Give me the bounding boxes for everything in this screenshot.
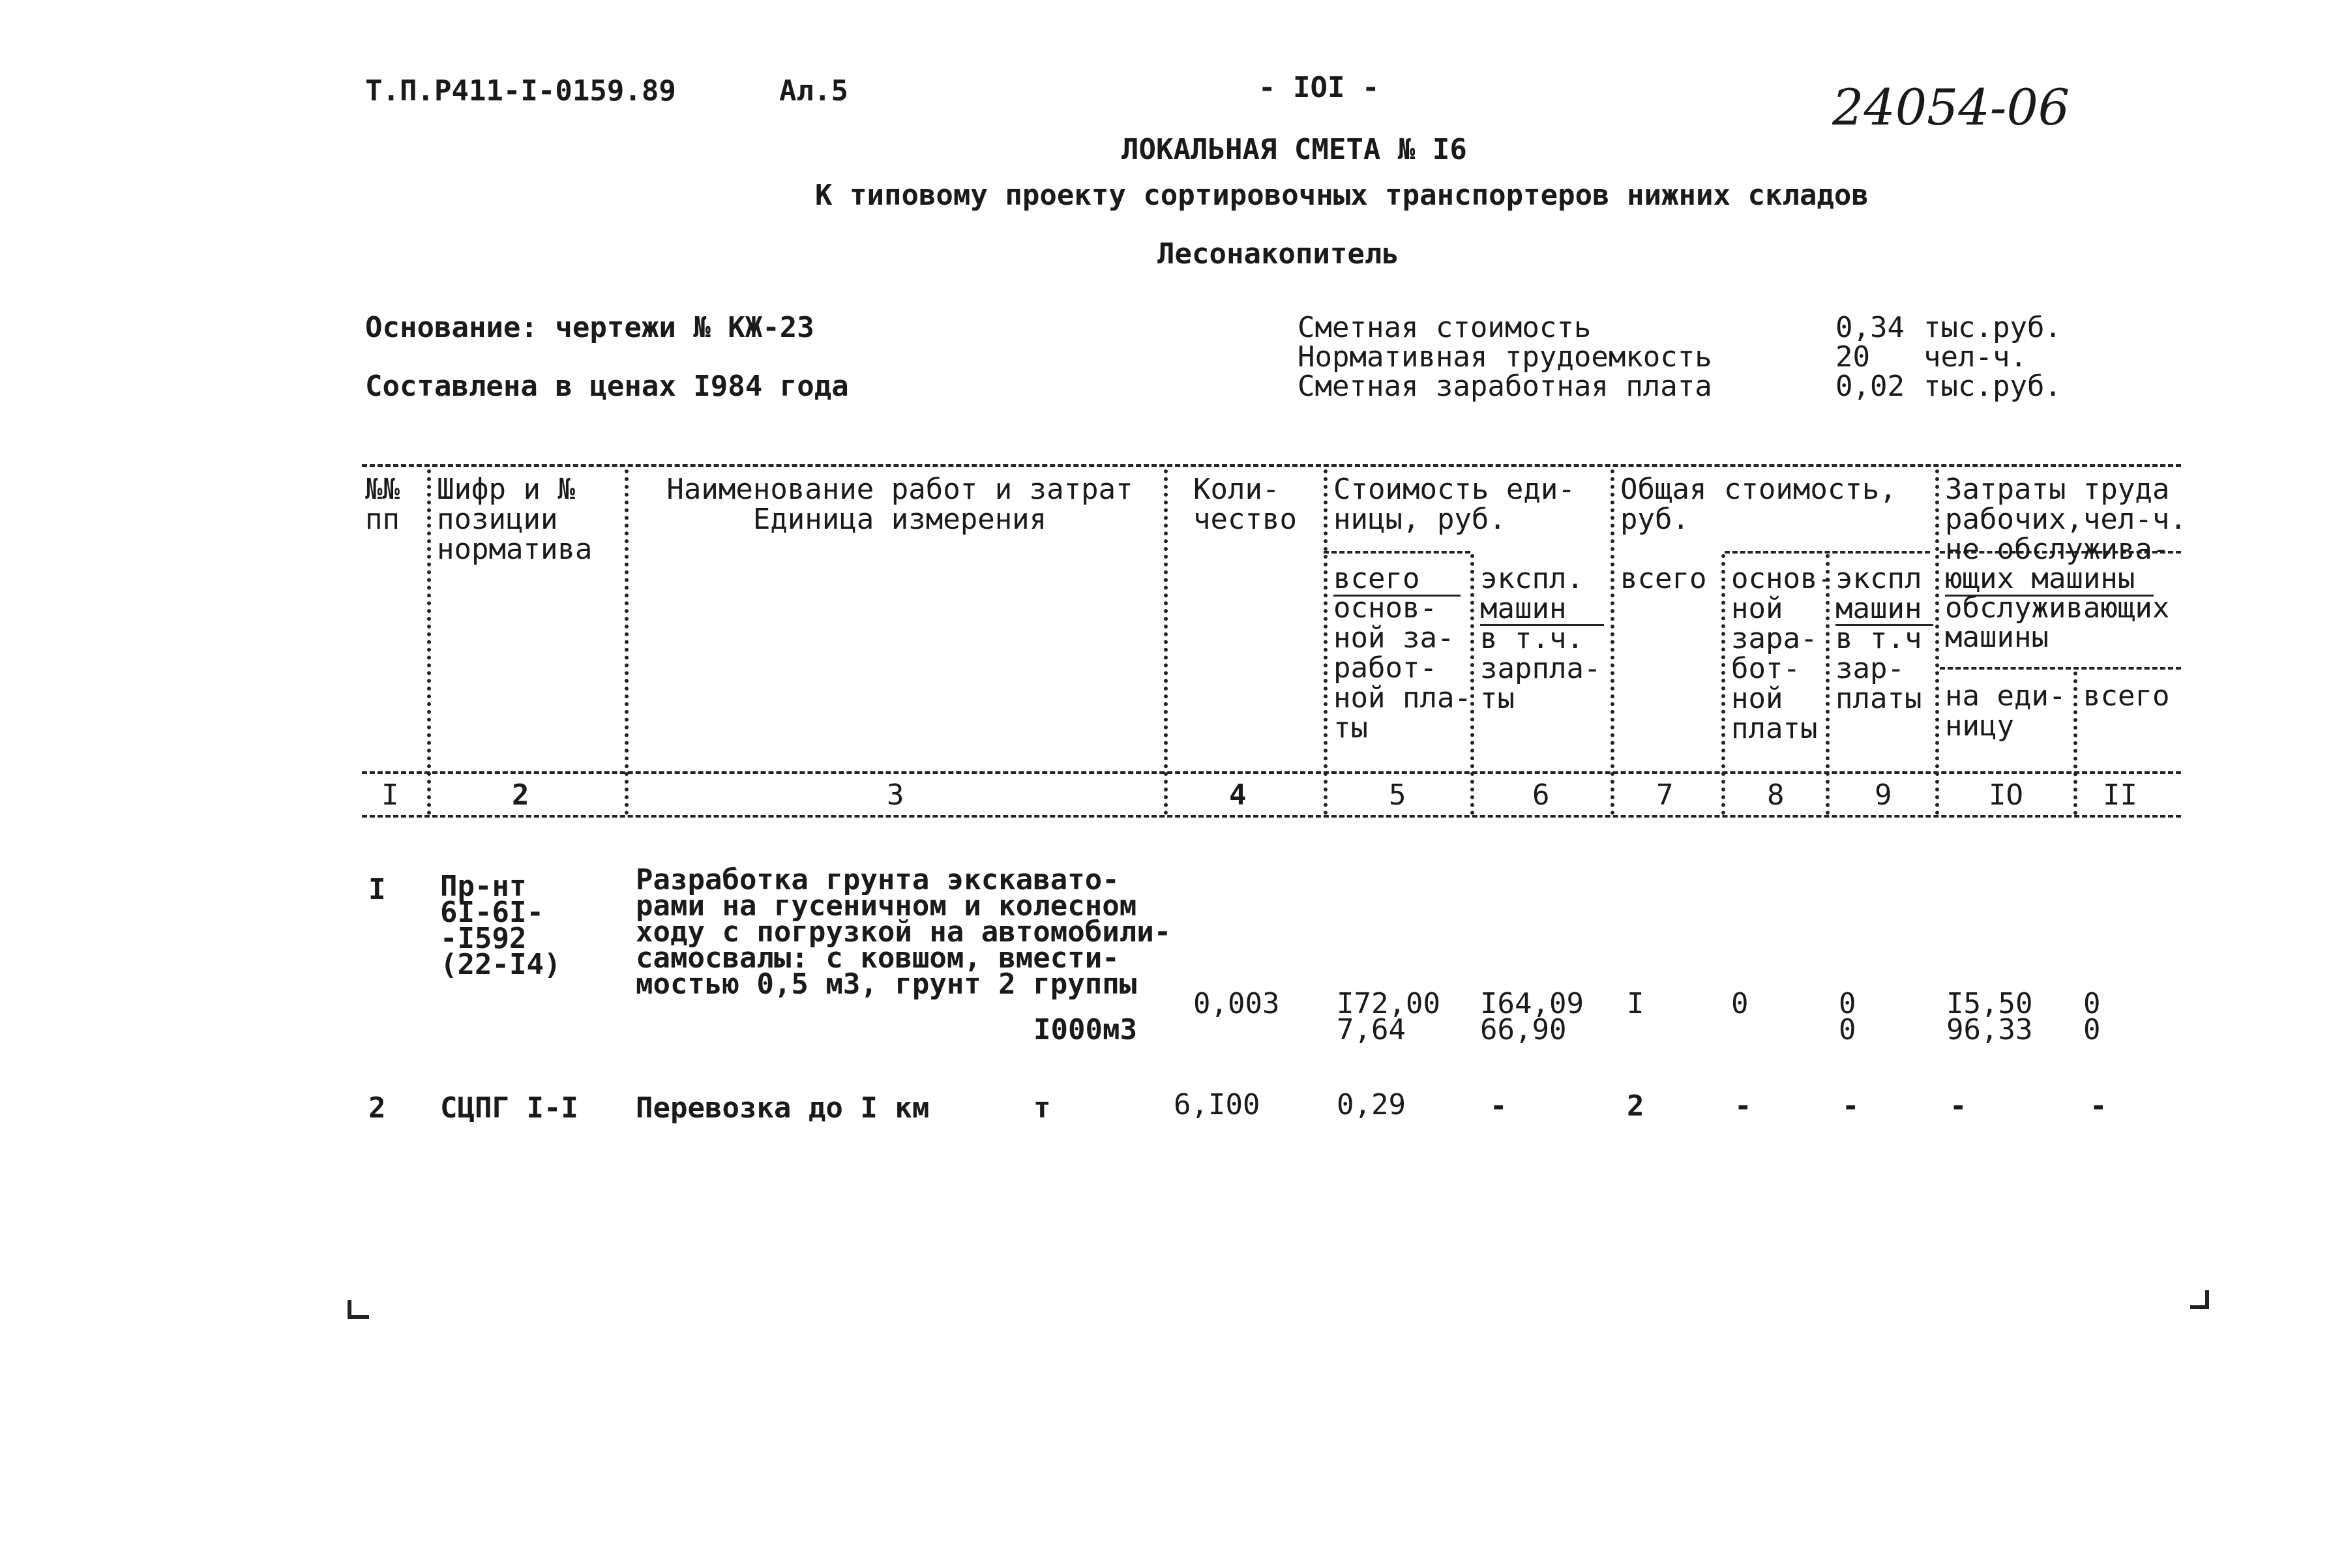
row-total-machines: 0 <box>1839 987 1856 1020</box>
summary-value-cost: 0,34 <box>1835 311 1905 344</box>
row-unit-cost-wage: 7,64 <box>1337 1013 1406 1046</box>
row-norm-code: СЦПГ I-I <box>440 1091 578 1125</box>
row-total-wage: 0 <box>1731 987 1749 1020</box>
col-divider-10 <box>2073 672 2077 815</box>
header-total-cost-wage: основ- ной зара- бот- ной платы <box>1731 562 1835 745</box>
header-labor-per-unit: на еди- ницу <box>1945 679 2066 743</box>
handwritten-number: 24054-06 <box>1832 78 2070 136</box>
header-bottom-rule <box>362 771 2181 774</box>
row-labor-servicing-total: 0 <box>2083 1013 2101 1046</box>
summary-label-cost: Сметная стоимость <box>1298 311 1592 344</box>
header-labor-servicing: обслуживающих <box>1945 591 2170 625</box>
header-quantity: Коли- чество <box>1193 473 1297 536</box>
row-unit-cost-machines: I64,09 <box>1480 987 1584 1020</box>
column-number-7: 7 <box>1656 778 1674 812</box>
column-number-8: 8 <box>1767 778 1785 812</box>
column-number-6: 6 <box>1532 778 1550 812</box>
header-unit-cost-machine-wage: в т.ч. зарпла- ты <box>1480 622 1601 715</box>
row-labor-per-unit: I5,50 <box>1946 987 2033 1020</box>
header-total-cost-machines: экспл машин <box>1835 562 1922 625</box>
row-work-name: Разработка грунта экскавато- рами на гусеничном и колесном ходу с погрузкой на автомобили- самосвалы: с ковшом, вмести- мостью 0,5 м3, грунт 2 группы <box>636 863 1172 1001</box>
header-labor-costs: Затраты труда рабочих,чел-ч. не обслужива- <box>1945 473 2187 566</box>
row-labor-per-unit: - <box>1950 1089 1967 1123</box>
column-number-11: II <box>2103 778 2137 812</box>
summary-unit-labor: чел-ч. <box>1923 340 2027 374</box>
row-norm-code: Пр-нт 6I-6I- -I592 (22-I4) <box>440 870 561 981</box>
row-total-machine-wage: 0 <box>1839 1013 1856 1046</box>
col-divider-4 <box>1324 469 1328 815</box>
header-unit-cost-total: всего <box>1333 562 1420 595</box>
object-name: Лесонакопитель <box>1157 237 1399 271</box>
summary-unit-cost: тыс.руб. <box>1923 311 2062 344</box>
column-number-9: 9 <box>1875 778 1892 812</box>
column-numbers-rule <box>362 815 2181 818</box>
header-unit-cost: Стоимость еди- ницы, руб. <box>1333 473 1575 536</box>
col-divider-3 <box>1164 469 1168 815</box>
document-code: Т.П.Р411-I-0159.89 <box>365 74 676 108</box>
header-labor-machines: машины <box>1945 621 2049 654</box>
row-total-cost: I <box>1627 987 1644 1020</box>
summary-value-labor: 20 <box>1835 340 1870 374</box>
row-unit: т <box>1033 1091 1051 1125</box>
col-divider-1 <box>427 469 431 815</box>
sheet-label: Ал.5 <box>779 74 848 108</box>
column-number-1: I <box>381 778 399 812</box>
estimate-title: ЛОКАЛЬНАЯ СМЕТА № I6 <box>1121 133 1467 166</box>
summary-label-labor: Нормативная трудоемкость <box>1298 340 1712 374</box>
row-work-name: Перевозка до I км <box>636 1091 930 1125</box>
row-number: I <box>368 873 386 906</box>
column-number-5: 5 <box>1389 778 1406 812</box>
basis-drawings: Основание: чертежи № КЖ-23 <box>365 311 814 344</box>
col-divider-9 <box>1935 469 1939 815</box>
column-number-3: 3 <box>887 778 904 812</box>
row-unit-cost-total: I72,00 <box>1337 987 1440 1020</box>
page-number: - IOI - <box>1258 71 1380 104</box>
row-unit-cost-machine-wage: 66,90 <box>1480 1013 1567 1046</box>
header-total-cost-machine-wage: в т.ч зар- платы <box>1835 622 1922 715</box>
row-quantity: 6,I00 <box>1174 1088 1260 1121</box>
row-labor-total: - <box>2090 1089 2107 1123</box>
row-total-wage: - <box>1734 1089 1752 1123</box>
header-unit-cost-machines: экспл. машин <box>1480 562 1584 625</box>
header-labor-non-servicing: ющих машины <box>1945 562 2135 595</box>
header-total-cost: Общая стоимость, руб. <box>1620 473 1897 536</box>
total-cost-subrule <box>1725 551 1930 554</box>
col-divider-7 <box>1721 554 1725 815</box>
header-norm-code: Шифр и № позиции норматива <box>437 473 593 566</box>
row-unit-cost-machines: - <box>1490 1089 1507 1123</box>
row-quantity: 0,003 <box>1193 987 1280 1020</box>
column-number-4: 4 <box>1229 778 1247 812</box>
header-row-number: №№ пп <box>365 473 400 536</box>
estimate-subtitle: К типовому проекту сортировочных транспортеров нижних складов <box>815 179 1869 212</box>
col-divider-6 <box>1611 469 1614 815</box>
labor-subrule-2 <box>1940 667 2181 670</box>
summary-value-wage: 0,02 <box>1835 370 1905 403</box>
row-total-machines: - <box>1842 1089 1860 1123</box>
header-work-name: Наименование работ и затрат Единица измерения <box>666 473 1133 536</box>
row-unit: I000м3 <box>1033 1013 1137 1046</box>
summary-unit-wage: тыс.руб. <box>1923 370 2062 403</box>
column-number-10: IO <box>1989 778 2023 812</box>
row-labor-total: 0 <box>2083 987 2101 1020</box>
row-number: 2 <box>368 1091 386 1125</box>
row-labor-servicing-per-unit: 96,33 <box>1946 1013 2033 1046</box>
unit-cost-subrule <box>1324 551 1470 554</box>
table-top-rule <box>362 464 2181 467</box>
header-unit-cost-wage: основ- ной за- работ- ной пла- ты <box>1333 591 1472 745</box>
summary-label-wage: Сметная заработная плата <box>1298 370 1712 403</box>
basis-prices: Составлена в ценах I984 года <box>365 370 849 403</box>
crop-mark-left <box>346 1297 372 1324</box>
header-labor-total: всего <box>2083 679 2170 713</box>
column-number-2: 2 <box>512 778 529 812</box>
header-total-cost-total: всего <box>1620 562 1707 595</box>
row-unit-cost: 0,29 <box>1337 1088 1406 1121</box>
crop-mark-right <box>2188 1288 2214 1314</box>
col-divider-2 <box>625 469 629 815</box>
row-total-cost: 2 <box>1627 1089 1644 1123</box>
